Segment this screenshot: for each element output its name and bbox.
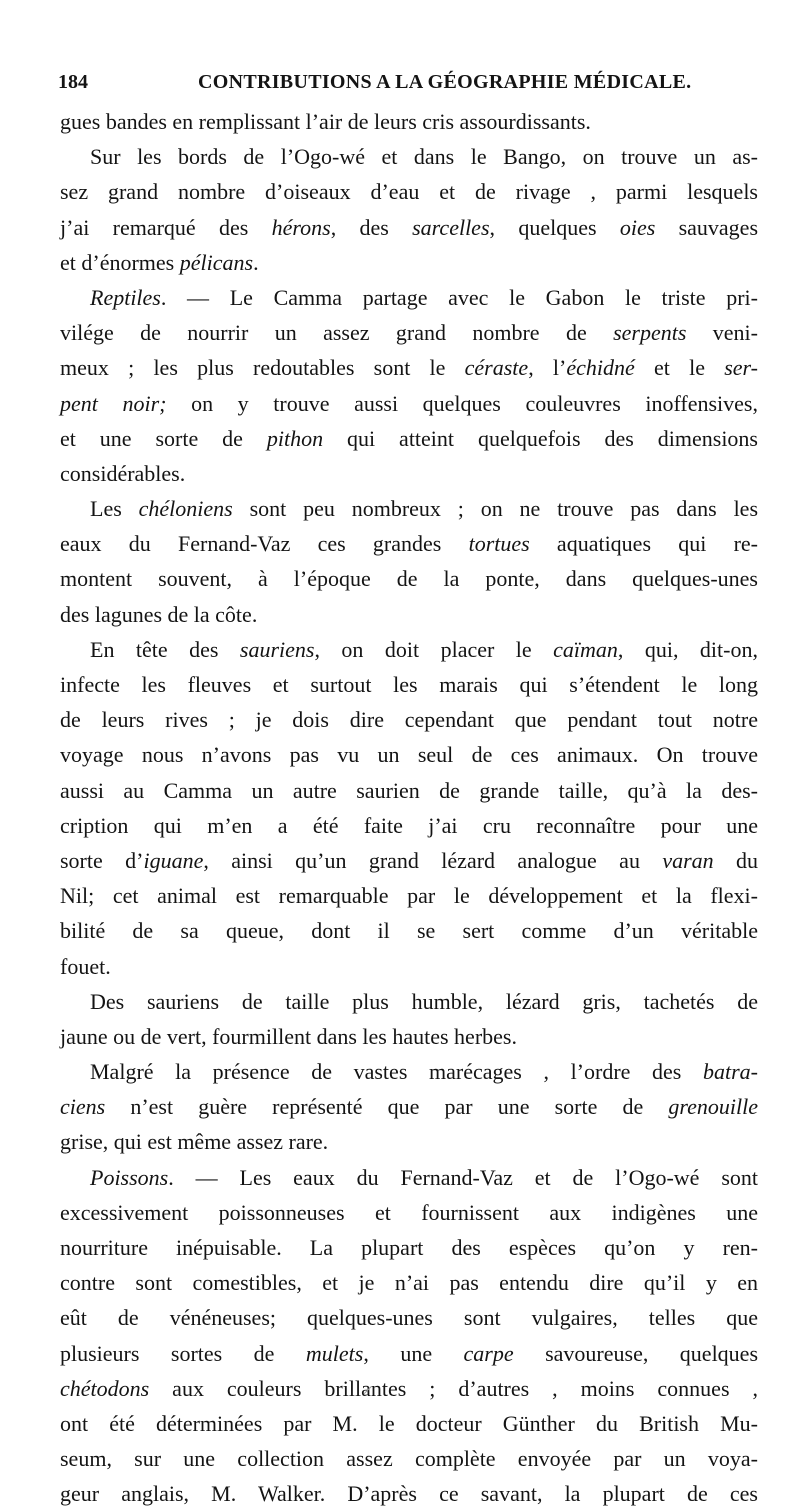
text-run: sorte d’ xyxy=(60,847,144,873)
text-line xyxy=(60,913,758,948)
text-line xyxy=(60,280,758,315)
text-run: et une sorte de xyxy=(60,425,267,451)
text-line xyxy=(60,702,758,737)
text-run: , qui, dit-on, xyxy=(617,636,758,662)
text-run: jaune ou de vert, fourmillent dans les hautes herbes. xyxy=(60,1023,517,1049)
text-run: contre sont comestibles, et je n’ai pas entendu dire qu’il y en xyxy=(60,1270,758,1296)
text-line xyxy=(60,597,758,632)
text-line xyxy=(60,1476,758,1511)
text-run: aquatiques qui re- xyxy=(529,531,758,557)
text-run: du xyxy=(713,847,759,873)
running-title: CONTRIBUTIONS A LA GÉOGRAPHIE MÉDICALE. xyxy=(198,71,692,93)
text-run: eût de vénéneuses; quelques-unes sont vulgaires, telles que xyxy=(60,1305,758,1331)
italic-term: Poissons xyxy=(90,1164,169,1190)
italic-term: pithon xyxy=(266,425,324,451)
italic-term: varan xyxy=(662,847,714,873)
text-run: . — Le Camma partage avec le Gabon le triste pri- xyxy=(160,284,758,310)
text-line xyxy=(60,1124,758,1159)
italic-term: sauriens xyxy=(239,636,315,662)
text-run: , l’ xyxy=(528,355,567,381)
text-run: qui atteint quelquefois des dimensions xyxy=(323,425,758,451)
text-run: . xyxy=(253,249,259,275)
text-line xyxy=(60,949,758,984)
text-run: montent souvent, à l’époque de la ponte, dans quelques-unes xyxy=(60,566,758,592)
text-line xyxy=(60,1441,758,1476)
italic-term: céraste xyxy=(464,355,529,381)
text-line xyxy=(60,421,758,456)
text-run: , une xyxy=(363,1340,464,1366)
text-run: , des xyxy=(330,214,413,240)
italic-term: pent noir; xyxy=(60,390,167,416)
text-run: infecte les fleuves et surtout les marais qui s’étendent le long xyxy=(60,672,758,697)
page-header xyxy=(58,71,758,101)
italic-term: mulets xyxy=(305,1340,364,1366)
text-run: des lagunes de la côte. xyxy=(60,601,258,627)
text-line xyxy=(60,737,758,772)
text-run: Nil; cet animal est remarquable par le développement et la flexi- xyxy=(60,883,758,909)
italic-term: sarcelles xyxy=(412,214,490,240)
text-line xyxy=(60,456,758,491)
text-run: meux ; les plus redoutables sont le xyxy=(60,355,465,381)
text-run: En tête des xyxy=(90,636,240,662)
text-run: , on doit placer le xyxy=(314,636,554,662)
text-run: Malgré la présence de vastes marécages , l’ordre des xyxy=(90,1059,703,1085)
italic-term: batra- xyxy=(703,1059,758,1085)
text-run: j’ai remarqué des xyxy=(60,214,272,240)
text-line xyxy=(60,1300,758,1335)
text-run: geur anglais, M. Walker. D’après ce savant, la plupart de ces xyxy=(60,1481,758,1507)
italic-term: carpe xyxy=(463,1340,514,1366)
text-line xyxy=(60,1054,758,1089)
italic-term: échidné xyxy=(566,355,635,381)
text-line xyxy=(60,1160,758,1195)
italic-term: Reptiles xyxy=(90,284,161,310)
text-run: sauvages xyxy=(655,214,759,240)
text-run: n’est guère représenté que par une sorte de xyxy=(105,1094,669,1120)
text-run: sont peu nombreux ; on ne trouve pas dans les xyxy=(232,496,759,522)
text-run: aux couleurs brillantes ; d’autres , moins connues , xyxy=(149,1375,758,1401)
text-line xyxy=(60,878,758,913)
italic-term: oies xyxy=(619,214,656,240)
text-line xyxy=(60,1371,758,1406)
page-number: 184 xyxy=(58,71,88,93)
italic-term: caïman xyxy=(553,636,618,662)
text-run: Les xyxy=(90,496,139,522)
text-line xyxy=(60,210,758,245)
text-run: et le xyxy=(634,355,725,381)
text-line xyxy=(60,491,758,526)
italic-term: ciens xyxy=(60,1094,106,1120)
text-line xyxy=(60,1019,758,1054)
text-line xyxy=(60,1089,758,1124)
text-run: et d’énormes xyxy=(60,249,180,275)
text-run: savoureuse, quelques xyxy=(513,1340,759,1366)
italic-term: iguane xyxy=(143,847,204,873)
text-run: aussi au Camma un autre saurien de grande taille, qu’à la des- xyxy=(60,777,758,803)
italic-term: hérons xyxy=(271,214,331,240)
text-line xyxy=(60,1336,758,1371)
text-run: eaux du Fernand-Vaz ces grandes xyxy=(60,531,469,557)
text-run: de leurs rives ; je dois dire cependant que pendant tout notre xyxy=(60,707,758,733)
text-line xyxy=(60,1265,758,1300)
text-line xyxy=(60,139,758,174)
italic-term: pélicans xyxy=(179,249,254,275)
text-run: , quelques xyxy=(489,214,620,240)
text-run: excessivement poissonneuses et fournissent aux indigènes une xyxy=(60,1199,758,1225)
italic-term: tortues xyxy=(468,531,530,557)
text-line xyxy=(60,1195,758,1230)
text-line xyxy=(60,315,758,350)
text-line xyxy=(60,632,758,667)
text-line xyxy=(60,843,758,878)
text-run: seum, sur une collection assez complète envoyée par un voya- xyxy=(60,1446,758,1472)
text-run: on y trouve aussi quelques couleuvres inoffensives, xyxy=(166,390,758,416)
text-line xyxy=(60,773,758,808)
text-line xyxy=(60,386,758,421)
text-run: nourriture inépuisable. La plupart des espèces qu’on y ren- xyxy=(60,1235,758,1260)
text-run: Sur les bords de l’Ogo-wé et dans le Bango, on trouve un as- xyxy=(90,144,758,170)
text-run: cription qui m’en a été faite j’ai cru reconnaître pour une xyxy=(60,812,758,838)
text-line xyxy=(60,526,758,561)
text-line xyxy=(60,1406,758,1441)
text-run: . — Les eaux du Fernand-Vaz et de l’Ogo-wé sont xyxy=(168,1164,758,1190)
text-run: considérables. xyxy=(60,460,186,486)
text-run: sez grand nombre d’oiseaux d’eau et de rivage , parmi lesquels xyxy=(60,179,758,205)
text-run: grise, qui est même assez rare. xyxy=(60,1129,329,1155)
text-line xyxy=(60,984,758,1019)
text-line xyxy=(60,350,758,385)
text-line xyxy=(60,104,758,139)
body-text xyxy=(60,104,758,1512)
text-line xyxy=(60,808,758,843)
text-run: Des sauriens de taille plus humble, lézard gris, tachetés de xyxy=(90,988,758,1014)
text-run: bilité de sa queue, dont il se sert comme d’un véritable xyxy=(60,918,758,944)
text-line xyxy=(60,1230,758,1265)
text-run: ont été déterminées par M. le docteur Günther du British Mu- xyxy=(60,1410,758,1436)
text-run: veni- xyxy=(686,320,758,346)
italic-term: chéloniens xyxy=(138,496,233,522)
text-run: voyage nous n’avons pas vu un seul de ces animaux. On trouve xyxy=(60,742,758,768)
text-run: gues bandes en remplissant l’air de leurs cris assourdissants. xyxy=(60,109,591,134)
text-run: plusieurs sortes de xyxy=(60,1340,306,1366)
text-line xyxy=(60,245,758,280)
text-line xyxy=(60,561,758,596)
text-line xyxy=(60,174,758,209)
text-line xyxy=(60,667,758,702)
text-run: fouet. xyxy=(60,953,111,979)
text-run: , ainsi qu’un grand lézard analogue au xyxy=(203,847,663,873)
text-run: vilége de nourrir un assez grand nombre de xyxy=(60,320,614,346)
italic-term: grenouille xyxy=(668,1094,758,1120)
italic-term: ser- xyxy=(724,355,758,381)
italic-term: serpents xyxy=(613,320,687,346)
italic-term: chétodons xyxy=(60,1375,150,1401)
